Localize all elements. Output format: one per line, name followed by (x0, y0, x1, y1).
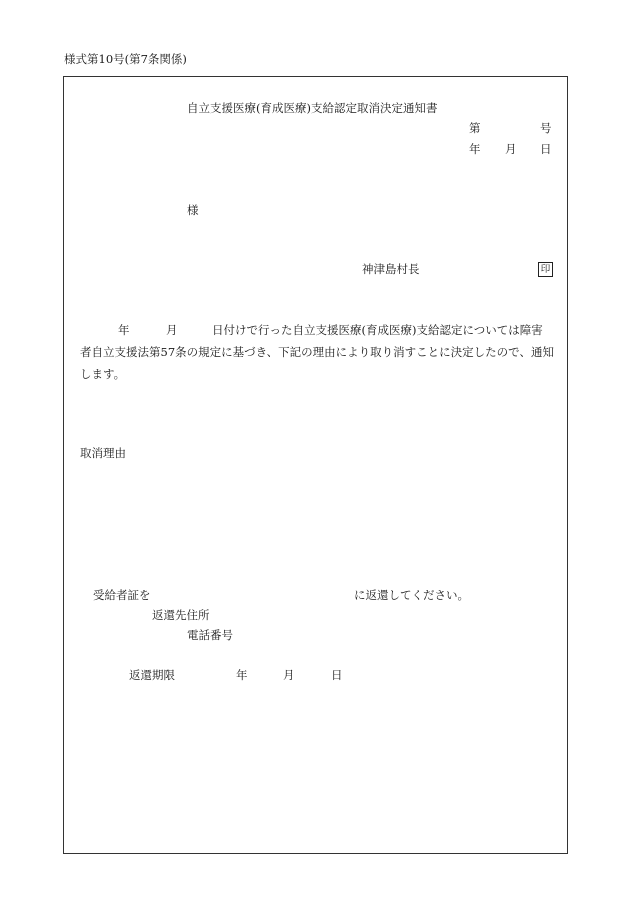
deadline-month-label: 月 (283, 668, 295, 682)
body-month-label: 月 (166, 323, 178, 337)
return-address-label: 返還先住所 (152, 608, 210, 622)
return-request-text: に返還してください。 (354, 588, 469, 602)
phone-label: 電話番号 (187, 628, 233, 642)
body-line-2: 者自立支援法第57条の規定に基づき、下記の理由により取り消すことに決定したので、通知 (80, 345, 554, 359)
date-day-label: 日 (540, 142, 552, 156)
certificate-label: 受給者証を (93, 588, 151, 602)
form-number: 様式第10号(第7条関係) (64, 52, 187, 66)
body-line-3: します。 (80, 367, 126, 381)
document-number-suffix: 号 (540, 121, 552, 135)
issuer-name: 神津島村長 (362, 262, 420, 276)
deadline-label: 返還期限 (129, 668, 175, 682)
form-frame (63, 76, 568, 854)
addressee-suffix: 様 (187, 203, 199, 217)
body-line-1: 日付けで行った自立支援医療(育成医療)支給認定については障害 (212, 323, 543, 337)
date-month-label: 月 (505, 142, 517, 156)
reason-label: 取消理由 (80, 446, 126, 460)
date-year-label: 年 (469, 142, 481, 156)
deadline-day-label: 日 (331, 668, 343, 682)
document-number-prefix: 第 (469, 121, 481, 135)
document-title: 自立支援医療(育成医療)支給認定取消決定通知書 (187, 101, 438, 115)
body-year-label: 年 (118, 323, 130, 337)
seal-mark: 印 (538, 262, 553, 277)
deadline-year-label: 年 (236, 668, 248, 682)
